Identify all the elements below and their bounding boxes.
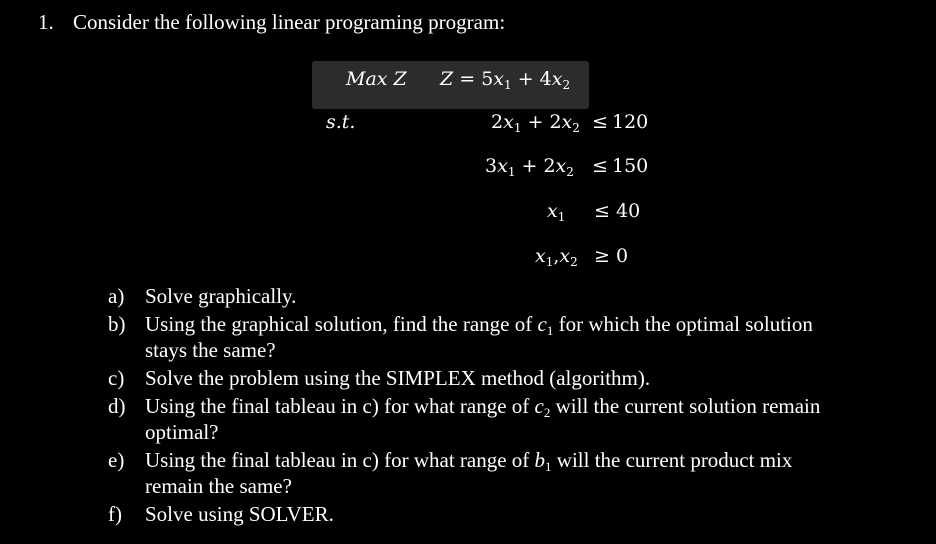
- part-e-label: e): [108, 448, 125, 472]
- part-d-text-line-1: Using the final tableau in c) for what range of $c_2$ will the current solution remain: [145, 394, 821, 420]
- part-b-text-line-2: stays the same?: [145, 338, 276, 362]
- part-b-text-line-1: Using the graphical solution, find the range of $c_1$ for which the optimal solution: [145, 312, 813, 338]
- part-a-text: Solve graphically.: [145, 284, 297, 308]
- constraint-4-rhs: 0: [616, 245, 629, 267]
- constraint-2-rhs: 150: [612, 155, 649, 177]
- constraint-1-lhs: $2x_1 + 2x_2$: [491, 111, 580, 135]
- part-a-label: a): [108, 284, 125, 308]
- constraint-3-rhs: 40: [616, 200, 641, 222]
- part-d-text-line-2: optimal?: [145, 420, 219, 444]
- constraint-4-lhs: $x_1,x_2$: [535, 245, 578, 269]
- part-d-label: d): [108, 394, 126, 418]
- constraint-1-rhs: 120: [612, 111, 649, 133]
- constraint-2-lhs: $3x_1 + 2x_2$: [485, 155, 574, 179]
- part-e-text-line-2: remain the same?: [145, 474, 292, 498]
- objective-label: Max Z: [346, 68, 407, 90]
- part-c-label: c): [108, 366, 125, 390]
- objective-expression: $Z = 5x_1 + 4x_2$: [440, 68, 571, 92]
- constraint-4-sign: ≥: [594, 245, 610, 267]
- part-f-text: Solve using SOLVER.: [145, 502, 334, 526]
- part-e-text-line-1: Using the final tableau in c) for what range of $b_1$ will the current product mix: [145, 448, 793, 474]
- part-c-text: Solve the problem using the SIMPLEX method (algorithm).: [145, 366, 651, 390]
- question-prompt: Consider the following linear programing program:: [73, 10, 506, 34]
- constraint-3-lhs: $x_1$: [547, 200, 566, 224]
- constraint-3-sign: ≤: [594, 200, 610, 222]
- part-f-label: f): [108, 502, 122, 526]
- subject-to-label: s.t.: [326, 111, 356, 133]
- constraint-1-sign: ≤: [592, 111, 608, 133]
- question-number: 1.: [38, 10, 54, 34]
- part-b-label: b): [108, 312, 126, 336]
- constraint-2-sign: ≤: [592, 155, 608, 177]
